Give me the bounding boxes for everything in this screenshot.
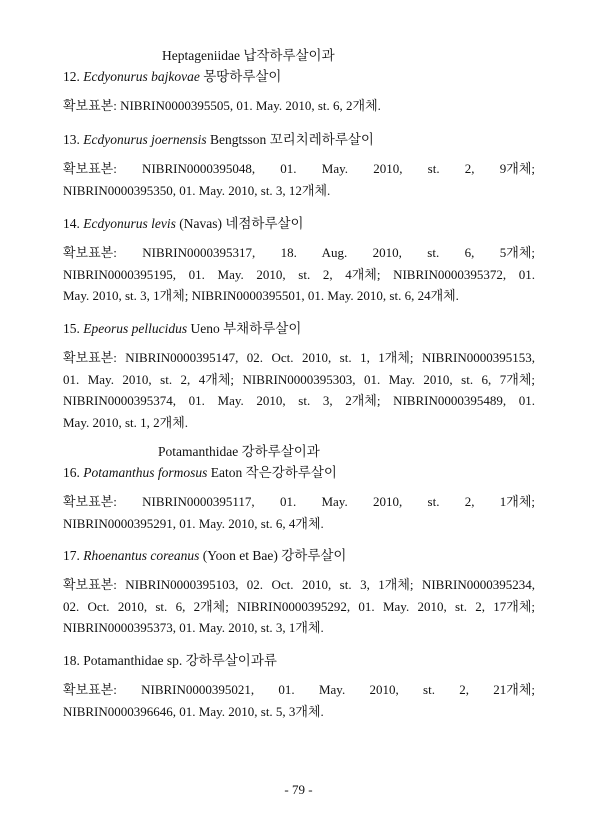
species-entry-17 [63, 547, 535, 639]
species-title [63, 320, 535, 338]
specimen-line: NIBRIN0000395374, 01. May. 2010, st. 3, 2개체; NIBRIN0000395489, 01. [63, 393, 535, 408]
species-number: 18. [63, 653, 80, 668]
specimen-records [63, 574, 535, 639]
species-scientific-name: Epeorus pellucidus [83, 321, 188, 336]
specimen-records [63, 158, 535, 201]
species-number: 12. [63, 69, 80, 84]
specimen-records [63, 242, 535, 307]
species-scientific-name: Rhoenantus coreanus [83, 548, 200, 563]
species-korean-name: 강하루살이과류 [185, 653, 277, 668]
species-number: 15. [63, 321, 80, 336]
family-heading-heptageniidae: Heptageniidae 납작하루살이과 [162, 48, 335, 63]
species-author: (Yoon et Bae) [202, 548, 278, 563]
species-scientific-name: Ecdyonurus joernensis [83, 132, 207, 147]
species-number: 13. [63, 132, 80, 147]
species-korean-name: 부채하루살이 [223, 321, 302, 336]
species-author: Eaton [210, 465, 243, 480]
species-korean-name: 꼬리치레하루살이 [269, 132, 374, 147]
species-entry-14 [63, 215, 535, 307]
specimen-line: 확보표본: NIBRIN0000395103, 02. Oct. 2010, st. 3, 1개체; NIBRIN0000395234, [63, 577, 535, 592]
species-korean-name: 강하루살이 [281, 548, 347, 563]
species-title [63, 652, 535, 670]
species-author: Ueno [190, 321, 220, 336]
specimen-line: NIBRIN0000395291, 01. May. 2010, st. 6, 4개체. [63, 515, 324, 531]
species-title [63, 464, 535, 482]
species-scientific-name: Ecdyonurus bajkovae [83, 69, 200, 84]
specimen-line: 확보표본: NIBRIN0000395048, 01. May. 2010, st. 2, 9개체; [63, 161, 535, 176]
specimen-line: 확보표본: NIBRIN0000395021, 01. May. 2010, st. 2, 21개체; [63, 682, 535, 697]
specimen-line: 확보표본: NIBRIN0000395505, 01. May. 2010, st. 6, 2개체. [63, 98, 381, 113]
specimen-line: May. 2010, st. 3, 1개체; NIBRIN0000395501, 01. May. 2010, st. 6, 24개체. [63, 288, 459, 303]
specimen-records [63, 679, 535, 722]
species-entry-13 [63, 131, 535, 201]
page-number: - 79 - [284, 782, 313, 797]
species-title [63, 68, 535, 86]
species-korean-name: 네점하루살이 [225, 216, 304, 231]
species-number: 17. [63, 548, 80, 563]
species-author: Bengtsson [209, 132, 267, 147]
specimen-records [63, 95, 535, 117]
species-title [63, 131, 535, 149]
species-korean-name: 작은강하루살이 [245, 465, 337, 480]
specimen-line: NIBRIN0000396646, 01. May. 2010, st. 5, 3개체. [63, 703, 324, 719]
species-scientific-name: Ecdyonurus levis [83, 216, 176, 231]
species-entry-12 [63, 68, 535, 117]
specimen-line: 01. May. 2010, st. 2, 4개체; NIBRIN0000395303, 01. May. 2010, st. 6, 7개체; [63, 371, 535, 387]
specimen-line: NIBRIN0000395350, 01. May. 2010, st. 3, 12개체. [63, 182, 331, 198]
specimen-line: 02. Oct. 2010, st. 6, 2개체; NIBRIN0000395292, 01. May. 2010, st. 2, 17개체; [63, 598, 535, 614]
specimen-line: NIBRIN0000395373, 01. May. 2010, st. 3, 1개체. [63, 620, 324, 635]
species-entry-18 [63, 652, 535, 722]
species-author: Potamanthidae sp. [83, 653, 183, 668]
species-number: 16. [63, 465, 80, 480]
species-title [63, 215, 535, 233]
species-title [63, 547, 535, 565]
species-number: 14. [63, 216, 80, 231]
specimen-line: May. 2010, st. 1, 2개체. [63, 414, 189, 430]
species-entry-15 [63, 320, 535, 433]
species-scientific-name: Potamanthus formosus [83, 465, 208, 480]
specimen-line: NIBRIN0000395195, 01. May. 2010, st. 2, 4개체; NIBRIN0000395372, 01. [63, 266, 535, 282]
species-entry-16 [63, 464, 535, 534]
specimen-records [63, 491, 535, 534]
specimen-records [63, 347, 535, 433]
family-heading-potamanthidae: Potamanthidae 강하루살이과 [158, 444, 320, 459]
specimen-line: 확보표본: NIBRIN0000395117, 01. May. 2010, st. 2, 1개체; [63, 494, 535, 509]
specimen-line: 확보표본: NIBRIN0000395317, 18. Aug. 2010, st. 6, 5개체; [63, 245, 535, 260]
species-author: (Navas) [179, 216, 222, 231]
specimen-line: 확보표본: NIBRIN0000395147, 02. Oct. 2010, st. 1, 1개체; NIBRIN0000395153, [63, 350, 535, 365]
species-korean-name: 몽땅하루살이 [203, 69, 282, 84]
